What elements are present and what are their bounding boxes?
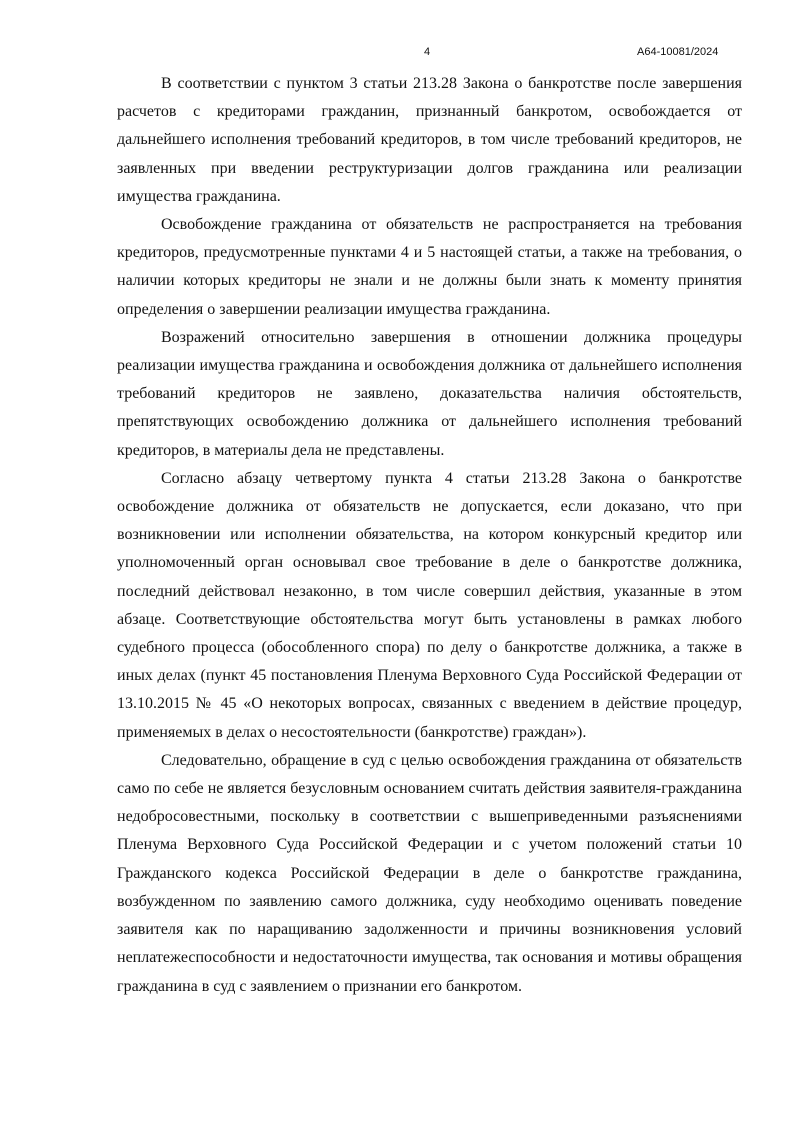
paragraph-2: Освобождение гражданина от обязательств не распространяется на требования кредиторов, предусмотренные пунктами 4 и 5 настоящей статьи, а также на требования, о наличии которых кредиторы не знали и не должны были знать к моменту принятия определения о завершении реализации имущества гражданина. xyxy=(117,216,742,318)
paragraph-5: Следовательно, обращение в суд с целью освобождения гражданина от обязательств само по себе не является безусловным основанием считать действия заявителя-гражданина недобросовестными, поскольку в соответствии с вышеприведенными разъяснениями Пленума Верховного Суда Российской Федерации и с учетом положений статьи 10 Гражданского кодекса Российской Федерации в деле о банкротстве гражданина, возбужденном по заявлению самого должника, суду необходимо оценивать поведение заявителя как по наращиванию задолженности и причины возникновения условий неплатежеспособности и недостаточности имущества, так основания и мотивы обращения гражданина в суд с заявлением о признании его банкротом. xyxy=(117,751,742,995)
paragraph-1: В соответствии с пунктом 3 статьи 213.28 Закона о банкротстве после завершения расчетов с кредиторами гражданин, признанный банкротом, освобождается от дальнейшего исполнения требований кредиторов, в том числе требований кредиторов, не заявленных при введении реструктуризации долгов гражданина или реализации имущества гражданина. xyxy=(117,75,742,205)
case-number: А64-10081/2024 xyxy=(637,46,719,58)
paragraph-4: Согласно абзацу четвертому пункта 4 статьи 213.28 Закона о банкротстве освобождение должника от обязательств не допускается, если доказано, что при возникновении или исполнении обязательства, на котором конкурсный кредитор или уполномоченный орган основывал свое требование в деле о банкротстве должника, последний действовал незаконно, в том числе совершил действия, указанные в этом абзаце. Соответствующие обстоятельства могут быть установлены в рамках любого судебного процесса (обособленного спора) по делу о банкротстве должника, а также в иных делах (пункт 45 постановления Пленума Верховного Суда Российской Федерации от 13.10.2015 № 45 «О некоторых вопросах, связанных с введением в действие процедур, применяемых в делах о несостоятельности (банкротстве) граждан»). xyxy=(117,469,742,741)
document-body xyxy=(117,70,742,1001)
paragraph-3: Возражений относительно завершения в отношении должника процедуры реализации имущества гражданина и освобождения должника от дальнейшего исполнения требований кредиторов не заявлено, доказательства наличия обстоятельств, препятствующих освобождению должника от дальнейшего исполнения требований кредиторов, в материалы дела не представлены. xyxy=(117,328,742,459)
page-header xyxy=(0,46,800,66)
page-number: 4 xyxy=(424,46,431,58)
